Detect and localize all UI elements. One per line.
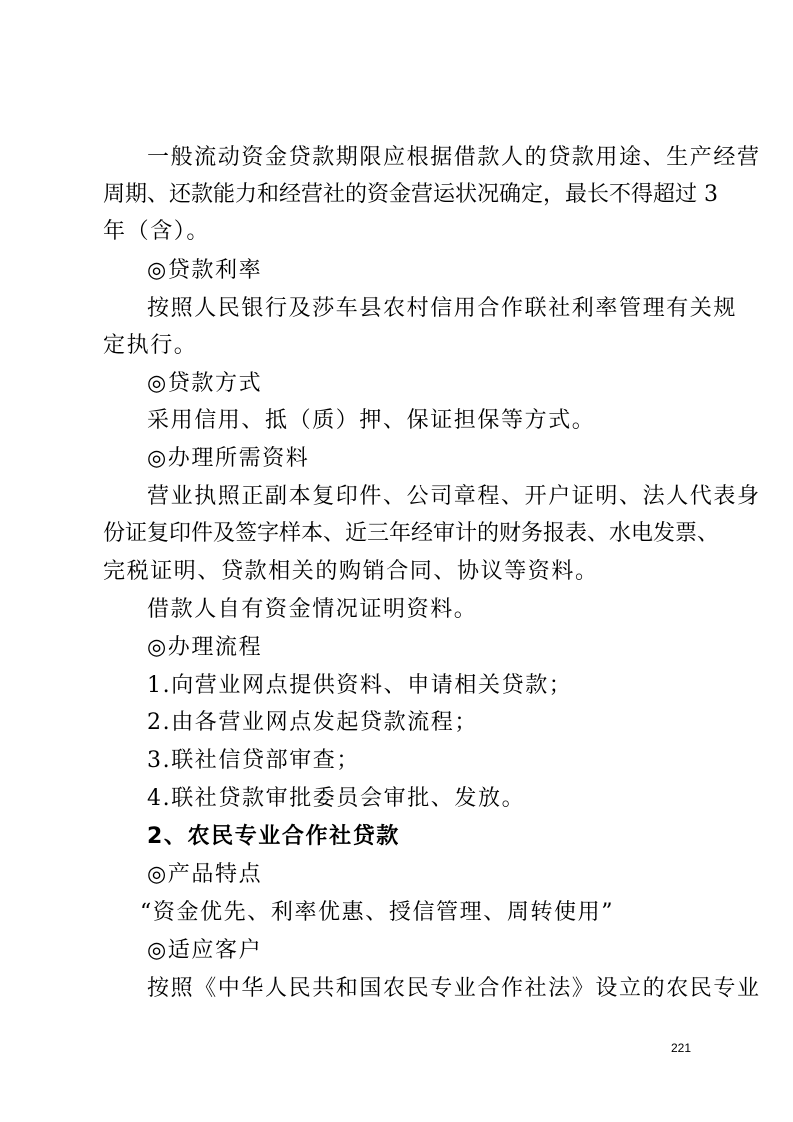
list-item [0,784,793,814]
paragraph-line [0,482,793,512]
page-number: 221 [671,1041,692,1055]
paragraph-line [0,519,793,549]
heading-text: ◎适应客户 [147,938,263,963]
paragraph-line [0,898,793,928]
heading-text: ◎贷款利率 [147,258,263,283]
heading-text: ◎办理流程 [147,635,263,660]
text-line: 采用信用、抵（质）押、保证担保等方式。 [147,408,596,433]
heading-text: ◎产品特点 [147,862,263,887]
paragraph-line [0,180,793,210]
list-item-text: 2.由各营业网点发起贷款流程； [147,710,478,735]
paragraph-line [0,294,793,324]
section-heading-process [0,633,793,663]
list-item-text: 1.向营业网点提供资料、申请相关贷款； [147,673,573,698]
text-line: 按照人民银行及莎车县农村信用合作联社利率管理有关规 [147,296,738,321]
section-heading-required-materials [0,444,793,474]
text-line: “资金优先、利率优惠、授信管理、周转使用” [140,900,615,925]
section-heading-loan-method [0,369,793,399]
text-line: 周期、还款能力和经营社的资金营运状况确定，最长不得超过 3 [103,182,718,207]
text-line: 营业执照正副本复印件、公司章程、开户证明、法人代表身 [147,484,761,509]
list-item [0,708,793,738]
list-item [0,671,793,701]
paragraph-line [0,331,793,361]
text-line: 年（含）。 [103,219,211,244]
paragraph-line [0,595,793,625]
section-heading-target-customers [0,936,793,966]
text-line: 完税证明、贷款相关的购销合同、协议等资料。 [103,559,599,584]
heading-text: ◎贷款方式 [147,371,263,396]
section-title-text: 2、农民专业合作社贷款 [147,824,400,849]
section-heading-product-features [0,860,793,890]
text-line: 一般流动资金贷款期限应根据借款人的贷款用途、生产经营 [147,145,761,170]
paragraph-line [0,557,793,587]
list-item [0,746,793,776]
text-line: 按照《中华人民共和国农民专业合作社法》设立的农民专业 [147,976,761,1001]
paragraph-line [0,974,793,1004]
text-line: 借款人自有资金情况证明资料。 [147,597,478,622]
text-line: 定执行。 [103,333,198,358]
text-line: 份证复印件及签字样本、近三年经审计的财务报表、水电发票、 [103,521,720,546]
paragraph-line [0,217,793,247]
section-title-cooperative-loan [0,822,793,852]
heading-text: ◎办理所需资料 [147,446,310,471]
paragraph-line [0,406,793,436]
section-heading-interest-rate [0,256,793,286]
list-item-text: 3.联社信贷部审查； [147,748,360,773]
paragraph-line [0,143,793,173]
list-item-text: 4.联社贷款审批委员会审批、发放。 [147,786,526,811]
